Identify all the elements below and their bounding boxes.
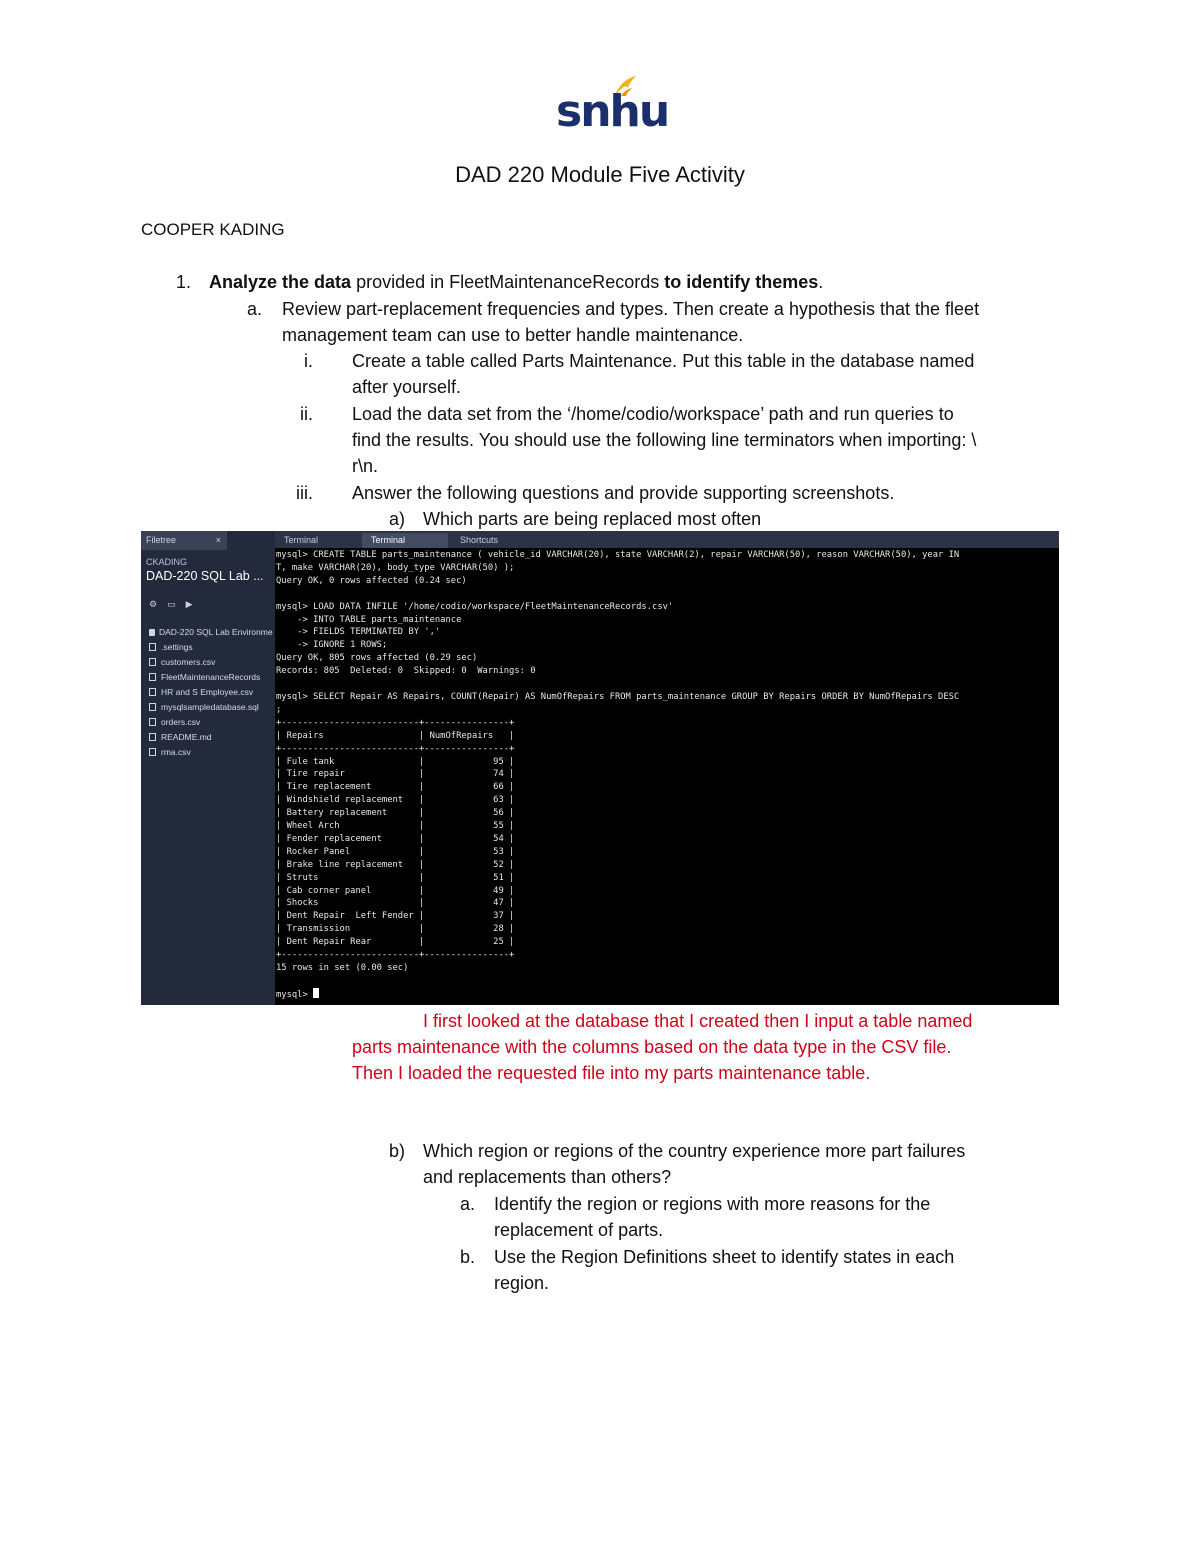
- document-title: DAD 220 Module Five Activity: [455, 162, 745, 187]
- table-border: +--------------------------+----------------+: [276, 950, 515, 961]
- terminal-line: Query OK, 805 rows affected (0.29 sec): [276, 653, 478, 664]
- terminal-line: Query OK, 0 rows affected (0.24 sec): [276, 575, 467, 586]
- item-i-line-1: Create a table called Parts Maintenance. Put this table in the database named: [352, 351, 975, 371]
- file-label: HR and S Employee.csv: [161, 687, 254, 697]
- file-icon: [149, 643, 156, 651]
- question-b-a-line-2: replacement of parts.: [494, 1220, 664, 1240]
- question-b-marker: b): [389, 1141, 406, 1161]
- tab-shortcuts[interactable]: Shortcuts: [460, 535, 499, 545]
- table-row: | Dent Repair Rear | 25 |: [276, 937, 515, 948]
- item-1-number: 1.: [176, 272, 192, 292]
- item-ii-line-2: find the results. You should use the following line terminators when importing: \: [352, 430, 977, 450]
- table-row: | Brake line replacement | 52 |: [276, 859, 515, 870]
- file-icon: [149, 718, 156, 726]
- terminal-line: mysql> SELECT Repair AS Repairs, COUNT(Repair) AS NumOfRepairs FROM parts_maintenance GROUP BY Repairs ORDER BY NumOfRepairs DESC: [276, 691, 960, 702]
- item-iii-text: Answer the following questions and provide supporting screenshots.: [352, 483, 895, 503]
- table-border: +--------------------------+----------------+: [276, 743, 515, 754]
- snhu-logo: snhu: [556, 86, 669, 137]
- item-ii-line-3: r\n.: [352, 456, 379, 476]
- item-a-line-1: Review part-replacement frequencies and types. Then create a hypothesis that the fleet: [282, 299, 980, 319]
- item-a-line-2: management team can use to better handle maintenance.: [282, 325, 744, 345]
- terminal-commands: [276, 550, 959, 715]
- play-icon[interactable]: ▶: [185, 599, 203, 609]
- file-icon: [149, 658, 156, 666]
- close-icon[interactable]: ×: [215, 535, 221, 545]
- file-item[interactable]: [149, 732, 212, 742]
- item-1: [176, 269, 823, 295]
- username: CKADING: [146, 557, 188, 567]
- filetree-tab[interactable]: [141, 531, 227, 550]
- item-ii-line-1: Load the data set from the ‘/home/codio/workspace’ path and run queries to: [352, 404, 954, 424]
- table-row: | Shocks | 47 |: [276, 898, 515, 909]
- lock-icon: [149, 629, 155, 636]
- filetree-sidebar: [141, 531, 275, 1005]
- file-icon: [149, 703, 156, 711]
- file-label: orders.csv: [161, 717, 201, 727]
- terminal-prompt: mysql>: [276, 989, 314, 1000]
- terminal-line: Records: 805 Deleted: 0 Skipped: 0 Warnings: 0: [276, 666, 536, 677]
- file-item[interactable]: [149, 657, 215, 667]
- item-ii-marker: ii.: [300, 404, 313, 424]
- file-label: rma.csv: [161, 747, 191, 757]
- item-i-marker: i.: [304, 351, 313, 371]
- table-row: | Tire replacement | 66 |: [276, 782, 515, 793]
- terminal-line: T, make VARCHAR(20), body_type VARCHAR(50) );: [276, 562, 515, 573]
- question-b-a-marker: a.: [460, 1194, 476, 1214]
- file-item[interactable]: [149, 687, 253, 697]
- sidebar-toolbar: [149, 599, 203, 610]
- tab-terminal-2[interactable]: Terminal: [362, 533, 448, 548]
- tab-terminal-1[interactable]: Terminal: [284, 535, 319, 545]
- filetree-tab-label: Filetree: [146, 535, 177, 545]
- table-row: | Fender replacement | 54 |: [276, 833, 515, 844]
- gear-icon[interactable]: ⚙: [149, 599, 168, 609]
- table-row: | Windshield replacement | 63 |: [276, 795, 515, 806]
- table-row: | Transmission | 28 |: [276, 924, 515, 935]
- table-row: | Rocker Panel | 53 |: [276, 846, 515, 857]
- answer-a-line-3: Then I loaded the requested file into my parts maintenance table.: [352, 1063, 871, 1083]
- table-row: | Fule tank | 95 |: [276, 756, 515, 767]
- file-item[interactable]: [149, 642, 193, 652]
- answer-a-line-1: I first looked at the database that I created then I input a table named: [423, 1011, 973, 1031]
- table-header: | Repairs | NumOfRepairs |: [276, 730, 515, 741]
- answer-a-line-2: parts maintenance with the columns based on the data type in the CSV file.: [352, 1037, 952, 1057]
- file-label: FleetMaintenanceRecords: [161, 672, 261, 682]
- terminal-line: -> INTO TABLE parts_maintenance: [297, 614, 462, 625]
- terminal-icon[interactable]: ▭: [167, 599, 186, 609]
- item-1-bold-2: to identify themes: [664, 272, 819, 292]
- file-icon: [149, 688, 156, 696]
- item-i-line-2: after yourself.: [352, 377, 462, 397]
- terminal-output[interactable]: [276, 549, 1059, 1005]
- table-row: | Dent Repair Left Fender | 37 |: [276, 911, 515, 922]
- table-row: | Battery replacement | 56 |: [276, 808, 515, 819]
- terminal-screenshot: [141, 531, 1059, 1005]
- table-row: | Cab corner panel | 49 |: [276, 885, 515, 896]
- file-icon: [149, 673, 156, 681]
- question-b-line-1: Which region or regions of the country experience more part failures: [423, 1141, 966, 1161]
- item-1-bold-1: Analyze the data: [209, 272, 352, 292]
- tree-root-label: DAD-220 SQL Lab Environme: [159, 627, 273, 637]
- file-label: mysqlsampledatabase.sql: [161, 702, 259, 712]
- table-row: | Tire repair | 74 |: [276, 769, 515, 780]
- terminal-line: mysql> LOAD DATA INFILE '/home/codio/workspace/FleetMaintenanceRecords.csv': [276, 601, 674, 612]
- question-a-text: Which parts are being replaced most often: [423, 509, 762, 529]
- question-b-line-2: and replacements than others?: [423, 1167, 672, 1187]
- terminal-line: -> FIELDS TERMINATED BY ',': [297, 627, 441, 638]
- terminal-line: ;: [276, 704, 282, 715]
- file-icon: [149, 733, 156, 741]
- table-border: +--------------------------+----------------+: [276, 717, 515, 728]
- project-name[interactable]: DAD-220 SQL Lab ...: [146, 569, 264, 583]
- file-item[interactable]: [149, 747, 191, 757]
- author-name: COOPER KADING: [141, 220, 285, 239]
- terminal-tab-bar: [275, 531, 1059, 548]
- file-label: customers.csv: [161, 657, 216, 667]
- item-iii-marker: iii.: [296, 483, 313, 503]
- table-row: | Wheel Arch | 55 |: [276, 821, 515, 832]
- item-a-marker: a.: [247, 299, 263, 319]
- question-b-b-marker: b.: [460, 1247, 476, 1267]
- question-b-a-line-1: Identify the region or regions with more reasons for the: [494, 1194, 931, 1214]
- question-a-marker: a): [389, 509, 406, 529]
- item-1-text-1: provided in FleetMaintenanceRecords: [351, 272, 665, 292]
- item-1-text-2: .: [818, 272, 824, 292]
- terminal-line: -> IGNORE 1 ROWS;: [297, 640, 388, 651]
- table-row: | Struts | 51 |: [276, 872, 515, 883]
- file-label: README.md: [161, 732, 212, 742]
- terminal-line: mysql> CREATE TABLE parts_maintenance ( vehicle_id VARCHAR(20), state VARCHAR(2), repair VARCHAR(50), reason VARCHAR(50), year IN: [276, 550, 960, 560]
- file-label: .settings: [161, 642, 193, 652]
- question-b-b-line-1: Use the Region Definitions sheet to identify states in each: [494, 1247, 955, 1267]
- result-summary: 15 rows in set (0.00 sec): [276, 963, 409, 973]
- file-item[interactable]: [149, 702, 259, 712]
- file-icon: [149, 748, 156, 756]
- file-item[interactable]: [149, 672, 260, 682]
- tree-root[interactable]: [149, 627, 273, 637]
- question-b-b-line-2: region.: [494, 1273, 550, 1293]
- cursor: [313, 988, 319, 998]
- file-item[interactable]: [149, 717, 200, 727]
- result-table: [276, 718, 514, 960]
